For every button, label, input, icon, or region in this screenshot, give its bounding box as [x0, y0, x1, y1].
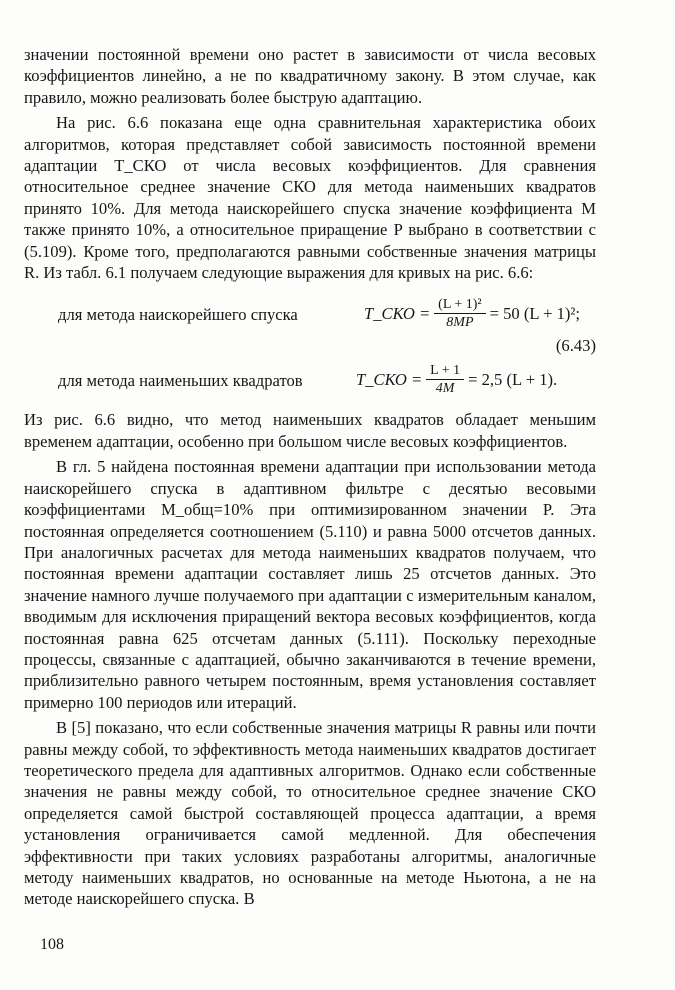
formula-1-expression [364, 293, 580, 333]
formula-least-squares [24, 359, 596, 399]
paragraph-2: На рис. 6.6 показана еще одна сравнительная характеристика обоих алгоритмов, которая представляет собой зависимость постоянной времени адаптации T_СКО от числа весовых коэффициентов. Для сравнения относительное среднее значение СКО для метода наименьших квадратов принято 10%. Для метода наискорейшего спуска значение коэффициента M также принято 10%, а относительное приращение P выбрано в соответствии с (5.109). Кроме того, предполагаются равными собственные значения матрицы R. Из табл. 6.1 получаем следующие выражения для кривых на рис. 6.6: [24, 113, 596, 283]
formula-2-expression [356, 359, 557, 399]
paragraph-5: В [5] показано, что если собственные значения матрицы R равны или почти равны между собой, то эффективность метода наименьших квадратов достигает теоретического предела для адаптивных алгоритмов. Однако если собственные значения не равны между собой, то относительное среднее значение СКО определяется самой быстрой составляющей процесса адаптации, а время установления ограничивается самой медленной. Для обеспечения эффективности при таких условиях разработаны алгоритмы, аналогичные методу наименьших квадратов, но основанные на методе Ньютона, а не на методе наискорейшего спуска. В [24, 718, 596, 909]
formula-1-label: для метода наискорейшего спуска [58, 305, 298, 325]
formula-1-denominator: 8MP [446, 314, 474, 330]
formula-2-lhs: T_СКО = [356, 369, 423, 389]
page-body [24, 44, 596, 910]
formula-1-numerator: (L + 1)² [434, 296, 485, 314]
formula-1-rhs: = 50 (L + 1)²; [489, 303, 580, 323]
formula-2-rhs: = 2,5 (L + 1). [468, 369, 558, 389]
formula-2-fraction [426, 362, 464, 397]
formula-2-label: для метода наименьших квадратов [58, 371, 303, 391]
paragraph-3: Из рис. 6.6 видно, что метод наименьших квадратов обладает меньшим временем адаптации, особенно при большом числе весовых коэффициентов. [24, 410, 596, 451]
equation-number: (6.43) [555, 336, 596, 356]
formula-steepest-descent [24, 293, 596, 333]
paragraph-4: В гл. 5 найдена постоянная времени адаптации при использовании метода наискорейшего спуска в адаптивном фильтре с десятью весовыми коэффициентами M_общ=10% при оптимизированном значении P. Эта постоянная определяется соотношением (5.110) и равна 5000 отсчетов данных. При аналогичных расчетах для метода наименьших квадратов получаем, что постоянная времени адаптации составляет лишь 25 отсчетов данных. Это значение намного лучше получаемого при адаптации с измерительным каналом, вводимым для исключения приращений вектора весовых коэффициентов, когда постоянная равна 625 отсчетам данных (5.111). Поскольку переходные процессы, связанные с адаптацией, обычно заканчиваются в течение времени, приблизительно равного четырем постоянным, время установления составляет примерно 100 периодов или итераций. [24, 457, 596, 712]
formula-1-lhs: T_СКО = [364, 303, 431, 323]
formula-2-denominator: 4M [435, 380, 455, 396]
page-number: 108 [40, 936, 64, 953]
paragraph-1: значении постоянной времени оно растет в зависимости от числа весовых коэффициентов линейно, а не по квадратичному закону. В этом случае, как правило, можно реализовать более быструю адаптацию. [24, 45, 596, 107]
formula-2-numerator: L + 1 [426, 362, 464, 380]
formula-1-fraction [434, 296, 485, 331]
